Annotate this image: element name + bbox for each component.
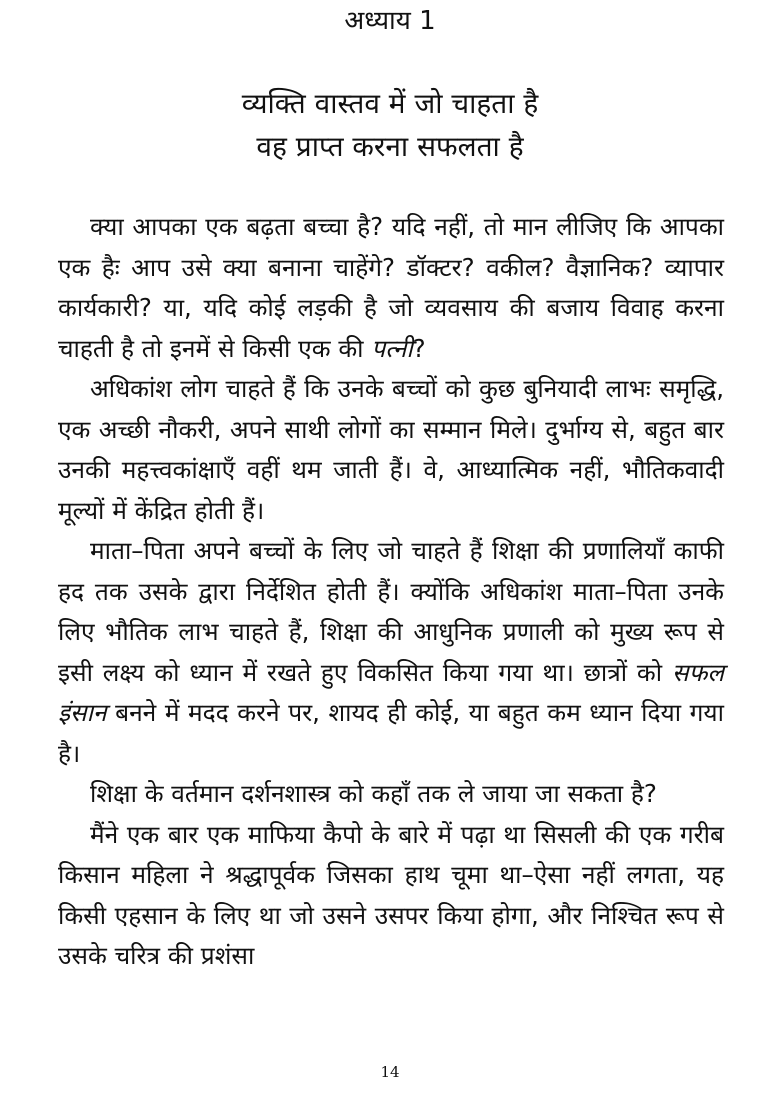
chapter-title-line-1: व्यक्ति वास्तव में जो चाहता है — [241, 87, 539, 120]
paragraph-3-text-a: माता–पिता अपने बच्चों के लिए जो चाहते हैं शिक्षा की प्रणालियाँ काफी हद तक उसके द्वारा निर्देशित होती हैं। क्योंकि अधिकांश माता–पिता उनके लिए भौतिक लाभ चाहते हैं, शिक्षा की आधुनिक प्रणाली को मुख्य रूप से इसी लक्ष्य को ध्यान में रखते हुए विकसित किया गया था। छात्रों को — [58, 536, 724, 687]
body-text — [58, 207, 724, 977]
paragraph-3-text-b: बनने में मदद करने पर, शायद ही कोई, या बहुत कम ध्यान दिया गया है। — [58, 698, 724, 768]
paragraph-1-text-a: क्या आपका एक बढ़ता बच्चा है? यदि नहीं, तो मान लीजिए कि आपका एक हैः आप उसे क्या बनाना चाहेंगे? डॉक्टर? वकील? वैज्ञानिक? व्यापार कार्यकारी? या, यदि कोई लड़की है जो व्यवसाय की बजाय विवाह करना चाहती है तो इनमें से किसी एक की — [58, 212, 724, 363]
chapter-title-line-2: वह प्राप्त करना सफलता है — [256, 130, 524, 163]
paragraph-1-italic-word: पत्नी — [371, 333, 413, 363]
paragraph-2: अधिकांश लोग चाहते हैं कि उनके बच्चों को कुछ बुनियादी लाभः समृद्धि, एक अच्छी नौकरी, अपने साथी लोगों का सम्मान मिले। दुर्भाग्य से, बहुत बार उनकी महत्त्वकांक्षाएँ वहीं थम जाती हैं। वे, आध्यात्मिक नहीं, भौतिकवादी मूल्यों में केंद्रित होती हैं। — [58, 374, 724, 525]
paragraph-4: शिक्षा के वर्तमान दर्शनशास्त्र को कहाँ तक ले जाया जा सकता है? — [90, 779, 657, 808]
paragraph-1-text-b: ? — [412, 333, 426, 363]
paragraph-3 — [58, 531, 724, 774]
page-number: 14 — [380, 1063, 400, 1081]
paragraph-3-italic-phrase: सफल इंसान — [58, 657, 724, 727]
chapter-title — [0, 82, 780, 168]
paragraph-1 — [58, 207, 724, 369]
paragraph-5: मैंने एक बार एक माफिया कैपो के बारे में पढ़ा था सिसली की एक गरीब किसान महिला ने श्रद्धापूर्वक जिसका हाथ चूमा था–ऐसा नहीं लगता, यह किसी एहसान के लिए था जो उसने उसपर किया होगा, और निश्चित रूप से उसके चरित्र की प्रशंसा — [58, 819, 724, 970]
chapter-label: अध्याय 1 — [344, 6, 436, 36]
